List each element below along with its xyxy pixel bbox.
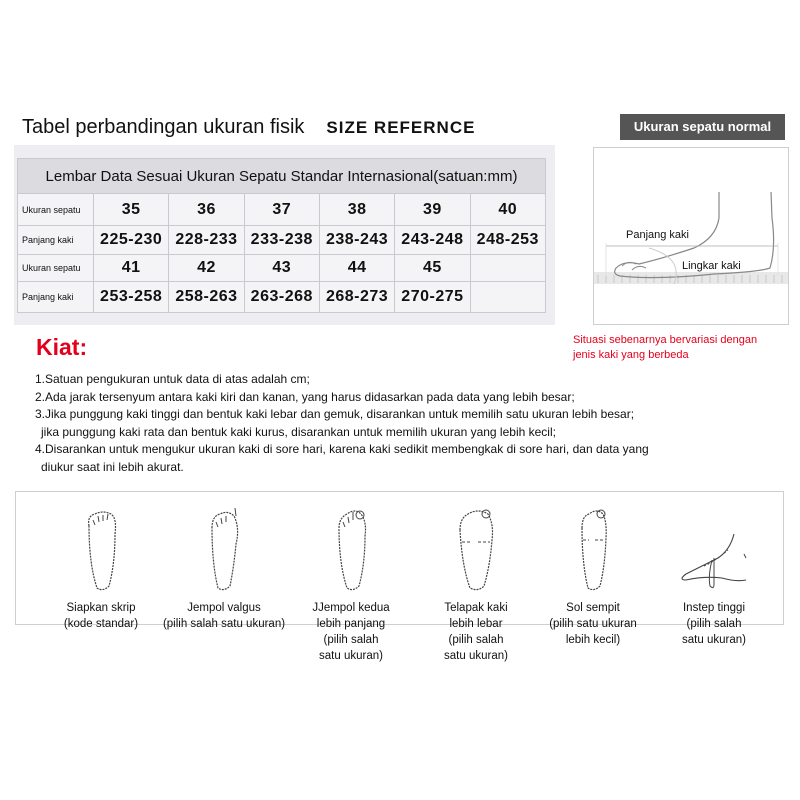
table-cell: 248-253 bbox=[470, 226, 545, 255]
foot-type-item bbox=[41, 492, 161, 632]
foot-type-caption: satu ukuran) bbox=[319, 650, 383, 662]
title-main: Tabel perbandingan ukuran fisik bbox=[22, 116, 305, 138]
normal-size-badge: Ukuran sepatu normal bbox=[620, 114, 785, 140]
foot-type-caption: lebih kecil) bbox=[565, 634, 621, 646]
foot-types-panel bbox=[15, 491, 784, 662]
tip-line: 1.Satuan pengukuran untuk data di atas adalah cm; bbox=[35, 372, 310, 386]
foot-type-caption: Sol sempit bbox=[566, 602, 620, 614]
title-english: SIZE REFERNCE bbox=[326, 118, 476, 137]
foot-type-caption: Siapkan skrip bbox=[66, 602, 136, 614]
tip-line: diukur saat ini lebih akurat. bbox=[41, 459, 184, 474]
table-cell: 253-258 bbox=[94, 282, 169, 313]
table-cell: 233-238 bbox=[244, 226, 319, 255]
foot-type-item bbox=[416, 492, 536, 664]
foot-type-caption: satu ukuran) bbox=[444, 650, 508, 662]
bunion-foot-icon bbox=[204, 504, 244, 594]
table-cell: 43 bbox=[244, 255, 319, 282]
table-cell: 45 bbox=[395, 255, 470, 282]
row-label: Ukuran sepatu bbox=[18, 255, 94, 282]
tip-line: 3.Jika punggung kaki tinggi dan bentuk kaki lebar dan gemuk, disarankan untuk memilih satu ukuran lebih besar; bbox=[35, 407, 635, 421]
tip-line: 4.Disarankan untuk mengukur ukuran kaki di sore hari, karena kaki sedikit membengkak di sore hari, dan data yang bbox=[35, 442, 649, 456]
size-table bbox=[17, 158, 546, 313]
side-foot-icon bbox=[594, 148, 788, 324]
length-label: Panjang kaki bbox=[626, 229, 689, 241]
size-table-header: Lembar Data Sesuai Ukuran Sepatu Standar Internasional(satuan:mm) bbox=[18, 159, 546, 194]
table-cell: 268-273 bbox=[319, 282, 394, 313]
table-cell: 36 bbox=[169, 194, 244, 226]
narrow-foot-icon bbox=[573, 504, 613, 594]
foot-type-caption: (kode standar) bbox=[63, 618, 139, 630]
table-cell: 263-268 bbox=[244, 282, 319, 313]
table-cell: 37 bbox=[244, 194, 319, 226]
tip-line: jika punggung kaki rata dan bentuk kaki kurus, disarankan untuk memilih ukuran yang lebih kecil; bbox=[41, 424, 556, 439]
note-line: jenis kaki yang berbeda bbox=[573, 349, 689, 361]
table-cell: 270-275 bbox=[395, 282, 470, 313]
row-label: Panjang kaki bbox=[18, 282, 94, 313]
foot-type-caption: lebih panjang bbox=[316, 618, 386, 630]
table-row bbox=[18, 194, 546, 226]
girth-label: Lingkar kaki bbox=[682, 260, 741, 272]
wide-foot-icon bbox=[454, 504, 498, 594]
foot-type-item bbox=[159, 492, 289, 632]
foot-type-caption: (pilih salah satu ukuran) bbox=[162, 618, 286, 630]
table-row bbox=[18, 282, 546, 313]
table-cell: 243-248 bbox=[395, 226, 470, 255]
tip-line: 2.Ada jarak tersenyum antara kaki kiri dan kanan, yang harus didasarkan pada data yang lebih besar; bbox=[35, 389, 575, 404]
table-cell: 38 bbox=[319, 194, 394, 226]
standard-foot-icon bbox=[81, 504, 121, 594]
table-cell: 40 bbox=[470, 194, 545, 226]
foot-type-caption: JJempol kedua bbox=[312, 602, 390, 614]
foot-type-caption: (pilih salah bbox=[448, 634, 504, 646]
foot-type-item bbox=[291, 492, 411, 664]
foot-type-caption: (pilih satu ukuran bbox=[549, 618, 637, 630]
table-cell: 39 bbox=[395, 194, 470, 226]
foot-type-item bbox=[528, 492, 658, 648]
table-cell: 41 bbox=[94, 255, 169, 282]
row-label: Ukuran sepatu bbox=[18, 194, 94, 226]
row-label: Panjang kaki bbox=[18, 226, 94, 255]
foot-type-caption: Instep tinggi bbox=[682, 602, 745, 614]
tips-heading: Kiat: bbox=[36, 334, 88, 360]
table-cell: 258-263 bbox=[169, 282, 244, 313]
long-second-toe-foot-icon bbox=[331, 504, 371, 594]
foot-type-item bbox=[654, 492, 774, 648]
table-cell bbox=[470, 255, 545, 282]
table-cell bbox=[470, 282, 545, 313]
table-cell: 44 bbox=[319, 255, 394, 282]
table-cell: 42 bbox=[169, 255, 244, 282]
foot-type-caption: lebih lebar bbox=[449, 618, 503, 630]
foot-type-caption: satu ukuran) bbox=[682, 634, 746, 646]
table-row bbox=[18, 255, 546, 282]
foot-measure-diagram bbox=[593, 147, 789, 325]
foot-type-caption: Jempol valgus bbox=[187, 602, 261, 614]
table-row bbox=[18, 226, 546, 255]
table-cell: 35 bbox=[94, 194, 169, 226]
foot-type-caption: (pilih salah bbox=[323, 634, 379, 646]
table-cell: 228-233 bbox=[169, 226, 244, 255]
high-instep-foot-icon bbox=[674, 504, 754, 594]
tips-list bbox=[35, 371, 795, 476]
foot-type-caption: Telapak kaki bbox=[444, 602, 508, 614]
table-cell: 225-230 bbox=[94, 226, 169, 255]
foot-type-caption: (pilih salah bbox=[686, 618, 742, 630]
table-cell: 238-243 bbox=[319, 226, 394, 255]
note-line: Situasi sebenarnya bervariasi dengan bbox=[573, 334, 758, 346]
variation-note bbox=[573, 333, 798, 363]
page-title bbox=[22, 116, 475, 139]
